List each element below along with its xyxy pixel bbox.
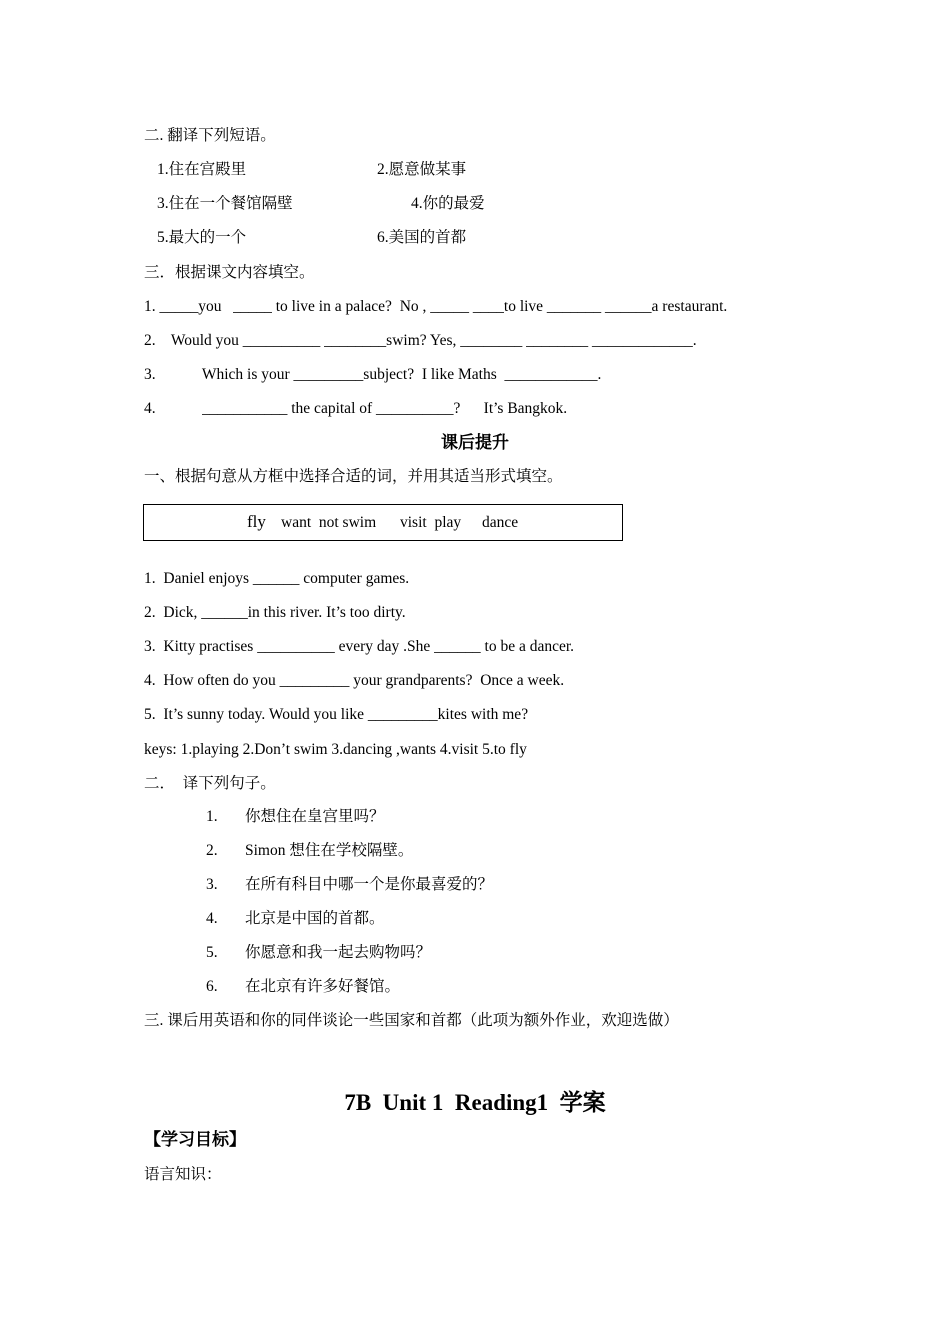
fill-item-3: 3. Which is your _________subject? I like Maths ____________. [144, 366, 602, 383]
choice-item-1: 1. Daniel enjoys ______ computer games. [144, 570, 410, 587]
word-box-word-dance: dance [482, 514, 519, 531]
phrase-5: 5.最大的一个 [157, 229, 247, 246]
word-box-word-group-2: visit play [400, 514, 462, 531]
word-box [143, 504, 623, 541]
section3-heading: 三．根据课文内容填空。 [144, 264, 315, 281]
part1-heading: 一、根据句意从方框中选择合适的词，并用其适当形式填空。 [144, 468, 563, 485]
phrase-6: 6.美国的首都 [377, 229, 467, 246]
sentence-text: 北京是中国的首都。 [245, 910, 385, 927]
phrase-1: 1.住在宫殿里 [157, 161, 247, 178]
after-class-heading: 课后提升 [441, 433, 509, 453]
language-knowledge-label: 语言知识： [144, 1166, 222, 1183]
phrase-3: 3.住在一个餐馆隔壁 [157, 195, 293, 212]
sentence-number: 3. [206, 876, 218, 893]
fill-item-4: 4. ___________ the capital of __________? It’s Bangkok. [144, 400, 568, 417]
sentence-number: 6. [206, 978, 218, 995]
word-box-word-group-1: want not swim [281, 514, 377, 531]
phrase-2: 2.愿意做某事 [377, 161, 467, 178]
fill-item-2: 2. Would you __________ ________swim? Yes, ________ ________ _____________. [144, 332, 697, 349]
sentence-number: 2. [206, 842, 218, 859]
sentence-number: 5. [206, 944, 218, 961]
next-page-title: 7B Unit 1 Reading1 学案 [344, 1090, 606, 1115]
sentence-text: 你愿意和我一起去购物吗？ [245, 944, 432, 961]
fill-item-1: 1. _____you _____ to live in a palace? No , _____ ____to live _______ ______a restaurant. [144, 298, 728, 315]
sentence-text: 在所有科目中哪一个是你最喜爱的？ [245, 876, 494, 893]
part2-heading: 二． 译下列句子。 [144, 775, 276, 792]
phrase-4: 4.你的最爱 [411, 195, 485, 212]
choice-item-2: 2. Dick, ______in this river. It’s too dirty. [144, 604, 406, 621]
part3-extra-task: 三. 课后用英语和你的同伴谈论一些国家和首都（此项为额外作业，欢迎选做） [144, 1012, 679, 1029]
choice-item-5: 5. It’s sunny today. Would you like _________kites with me? [144, 706, 529, 723]
goals-heading: 【学习目标】 [144, 1130, 246, 1150]
sentence-number: 4. [206, 910, 218, 927]
sentence-text: Simon 想住在学校隔壁。 [245, 842, 414, 859]
choice-item-3: 3. Kitty practises __________ every day .She ______ to be a dancer. [144, 638, 575, 655]
sentence-text: 你想住在皇宫里吗？ [245, 808, 385, 825]
sentence-number: 1. [206, 808, 218, 825]
word-box-word-fly: fly [247, 512, 266, 531]
answer-keys: keys: 1.playing 2.Don’t swim 3.dancing ,wants 4.visit 5.to fly [144, 741, 527, 758]
choice-item-4: 4. How often do you _________ your grandparents? Once a week. [144, 672, 565, 689]
sentence-text: 在北京有许多好餐馆。 [245, 978, 401, 995]
section2-heading: 二. 翻译下列短语。 [144, 127, 276, 144]
